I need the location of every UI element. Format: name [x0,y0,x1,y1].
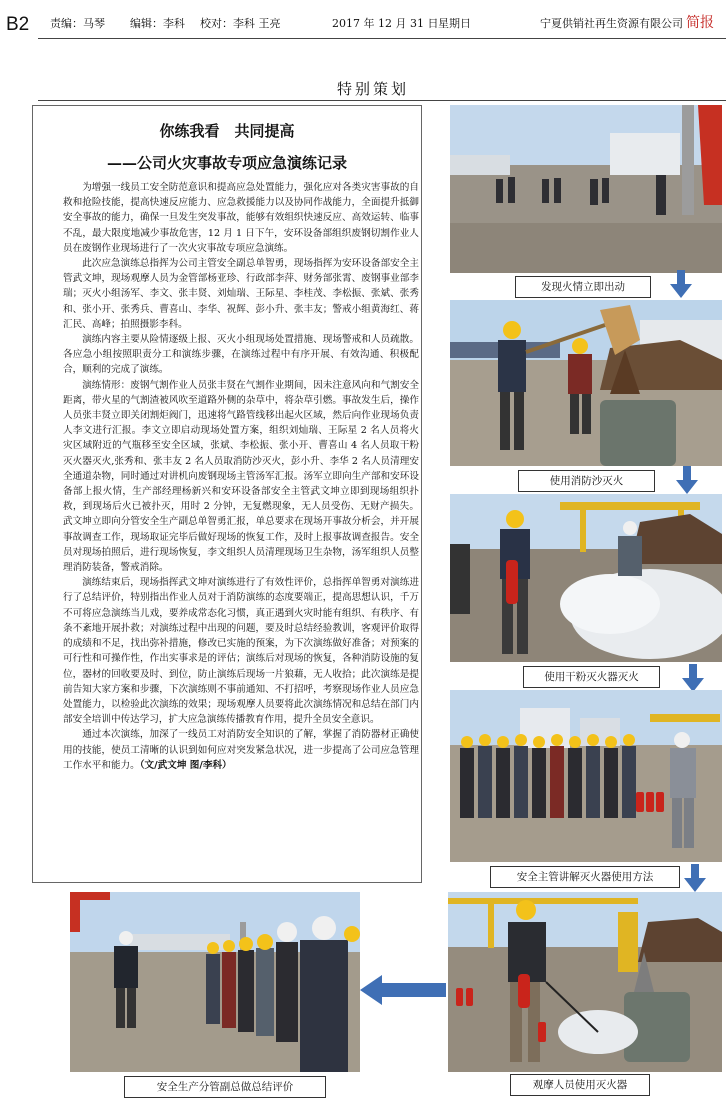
caption-powder-extinguisher: 使用干粉灭火器灭火 [523,666,660,688]
issue-date: 2017 年 12 月 31 日 [332,17,439,30]
caption-safety-briefing: 安全主管讲解灭火器使用方法 [490,866,680,888]
caption-sand-extinguish: 使用消防沙灭火 [518,470,655,492]
photo-summary-evaluation [70,892,360,1072]
paragraph: 演练结束后，现场指挥武文坤对演练进行了有效性评价，总指挥单智勇对演练进行了总结评价，特别指出作业人员对于消防演练的态度要端正，提高思想认识，千万不可将应急演练当儿戏，要养成常态化习惯，真正遇到火灾时能有组织、有秩序、有条不紊地开展扑救；对演练过程中出现的问题，要及时总结经验教训，客观评价取得的成绩和不足，找出弥补措施，修改已实施的预案，为下次演练做好准备；对预案的可行性和可操作性，作出实事求是的评估；演练后对现场的恢复，各种消防设施的复位，器材的回收要及时、到位，防止演练后现场一片狼藉，无人收拾；此次演练是提前告知大家方案和步骤，下次演练则不事前通知、不打招呼，考察现场作业人员应急处置能力，以检验此次演练的效果；现场观摩人员要将此次演练情况和总结在部门内部安全培训中传达学习，扩大应急演练传播教育作用，提升全员安全意识。 [63,577,419,726]
paragraph: 此次应急演练总指挥为公司主管安全副总单智勇，现场指挥为安环设备部安全主管武文坤，现场观摩人员为金管部杨亚珍、行政部李萍、财务部张霄、废钢事业部李瑞；灭火小组汤军、李文、张丰贤、刘灿瑞、王际星、李桂茂、李松振、张斌、张秀和、张小开、张秀兵、曹喜山、李华、祝辉、彭小升、张丰友；警戒小组黄海红、蒋汇民、高峰；拍照摄影李科。 [63,258,419,330]
article-title: 你练我看 共同提高 [159,122,295,140]
paper-name: 简报 [686,15,714,31]
section-rule [38,100,726,101]
masthead [0,0,726,38]
photo-powder-extinguisher [450,494,722,662]
weekday: 星期日 [438,17,471,30]
photo-sand-extinguish [450,300,722,466]
arrow-down-icon [676,466,698,494]
paragraph: 演练内容主要从险情逐级上报、灭火小组现场处置措施、现场警戒和人员疏散。各应急小组按照职责分工和演练步骤，在演练过程中有序开展、有效沟通、积极配合，顺利的完成了演练。 [63,334,419,376]
company-name: 宁夏供销社再生资源有限公司 [540,17,683,30]
header-rule [38,38,726,39]
editor: 编辑：李科 [130,17,185,30]
photo-observer-extinguisher [448,892,722,1072]
page-number: B2 [6,14,30,35]
article-subtitle: ——公司火灾事故专项应急演练记录 [106,154,347,172]
arrow-left-icon [360,975,446,1005]
paragraph-text: 通过本次演练，加深了一线员工对消防安全知识的了解，掌握了消防器材正确使用的技能，使员工清晰的认识到如何应对突发紧急状况，进一步提高了公司应急管理工作水平和能力。 [63,729,419,771]
chief-editor: 责编：马琴 [50,17,105,30]
article-box [32,105,422,883]
paragraph: 演练情形：废钢气割作业人员张丰贤在气割作业期间，因未注意风向和气割安全距离，带火星的气割渣被风吹至道路外侧的杂草中，将杂草引燃。事故发生后，操作人员张丰贤立即关闭割炬阀门，迅速将气路管线移出起火区域，然后向作业现场负责人李文进行汇报。李文立即启动现场处置方案，组织刘灿瑞、王际星 2 名人员将火灾区域附近的气瓶移至安全区域，张斌、李松振、张小开、曹喜山 4 名人员取干粉灭火器灭火,张秀和、张丰友 2 名人员取消防沙灭火，彭小升、李华 2 名人员清理安全通道杂物，同时通过对讲机向废钢现场主管汤军汇报。汤军立即向生产部和安环设备部上报火情，生产部经理杨新兴和安环设备部安全主管武文坤立即到现场组织扑救，到现场后火已被扑灭，用时 2 分钟，无复燃现象，无人员受伤、无财产损失。武文坤立即向分管安全生产副总单智勇汇报，单总要求在现场开事故分析会，并开展事故调查工作，现场取证完毕后做好现场的恢复工作，及时上报事故调查报告。安全员对现场拍照后，进行现场恢复，李文组织人员清理现场卫生杂物，汤军组织人员整理消防装备，警戒消除。 [63,379,419,574]
section-title: 特别策划 [337,80,410,98]
proofreader: 校对：李科 王亮 [200,17,281,30]
article-body [63,180,419,773]
byline: （文/武文坤 图/李科） [139,759,232,771]
arrow-down-icon [682,664,704,692]
paragraph [63,727,419,773]
arrow-down-icon [684,864,706,892]
caption-summary-evaluation: 安全生产分管副总做总结评价 [124,1076,326,1098]
photo-safety-briefing [450,690,722,862]
caption-observer-extinguisher: 观摩人员使用灭火器 [510,1074,650,1096]
photo-crew-dispatched [450,105,722,273]
caption-crew-dispatched: 发现火情立即出动 [515,276,651,298]
paragraph: 为增强一线员工安全防范意识和提高应急处置能力，强化应对各类灾害事故的自救和抢险技能，提高快速反应能力、应急救援能力以及协同作战能力，全面提升抵御安全事故的能力，确保一旦发生突发事故，能够有效组织快速反应、高效运转、临事不乱，最大限度地减少事故危害，12 月 1 日下午，安环设备部组织废钢切割作业人员在废钢作业现场进行了一次火灾事故专项应急演练。 [63,182,419,254]
arrow-down-icon [670,270,692,298]
